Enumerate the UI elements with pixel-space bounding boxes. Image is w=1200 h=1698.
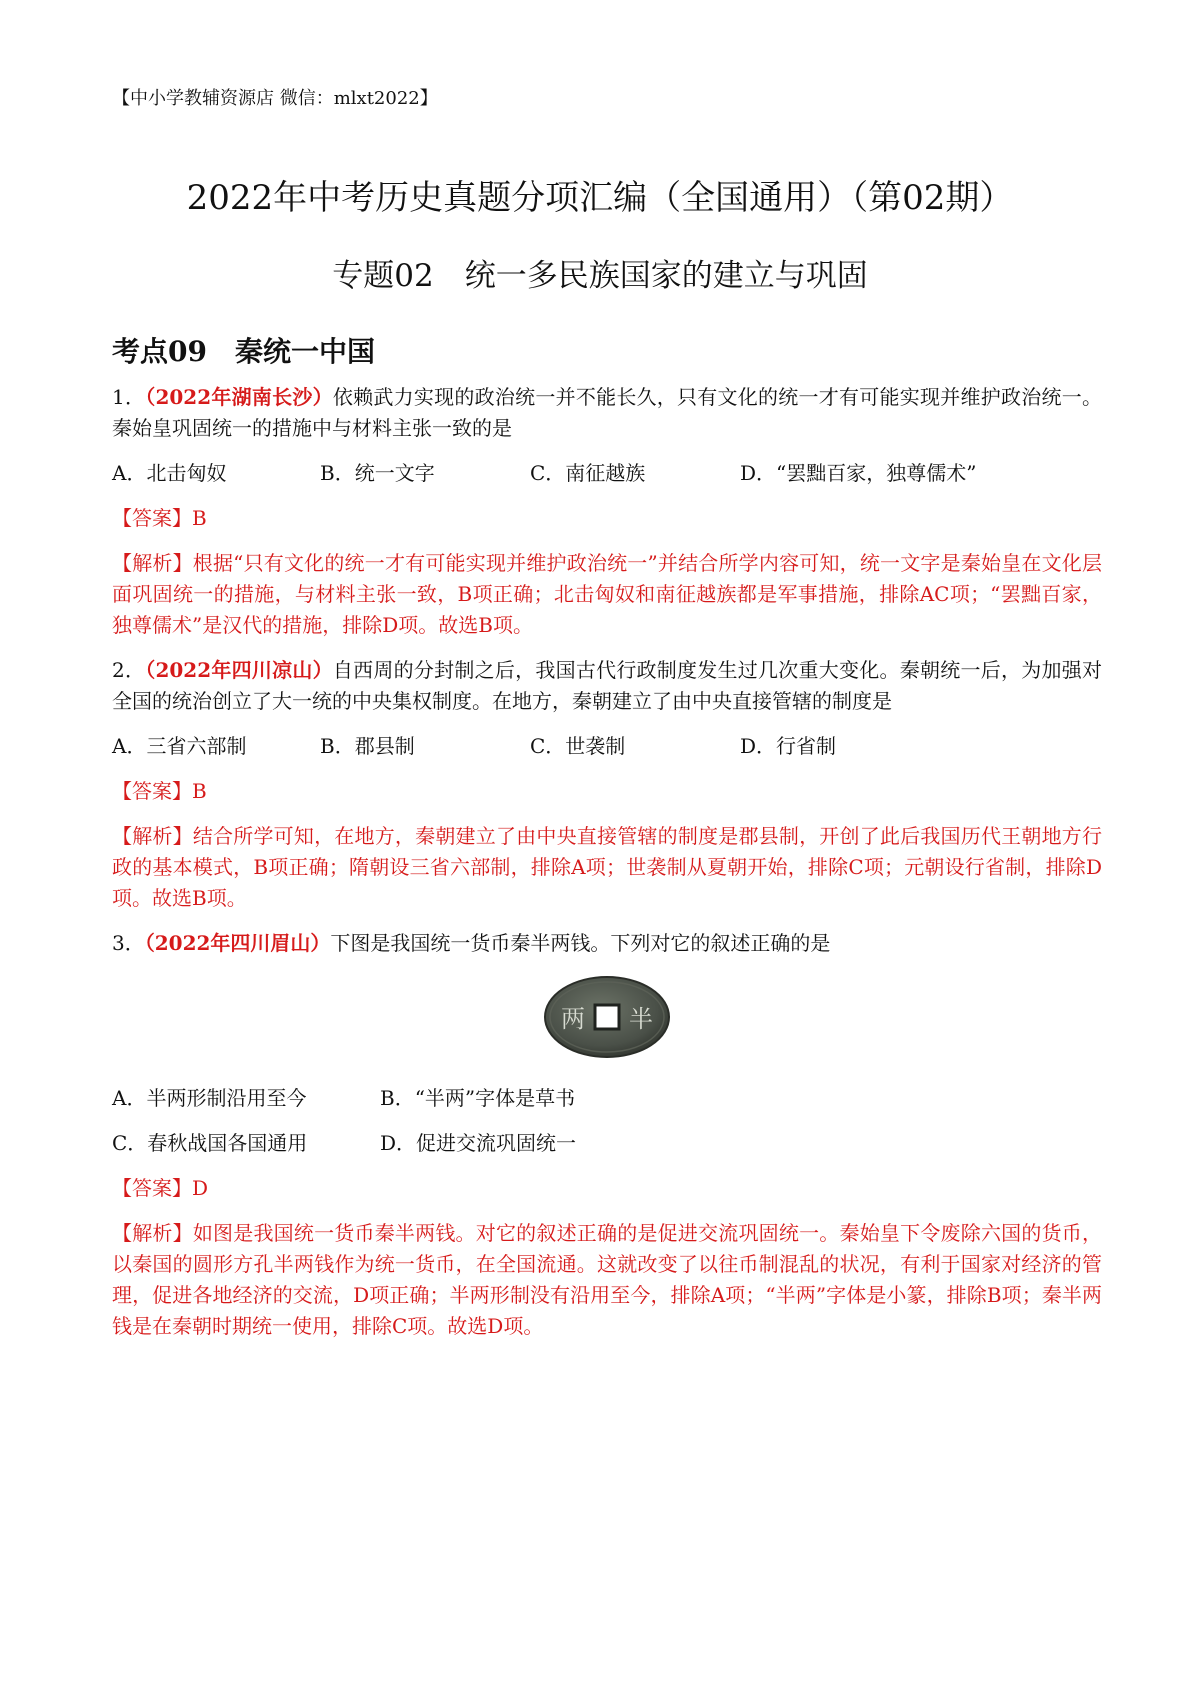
answer: 【答案】B <box>112 506 207 530</box>
answer: 【答案】D <box>112 1176 209 1200</box>
question-source: （2022年四川眉山） <box>144 931 331 955</box>
question-source: （2022年四川凉山） <box>145 658 333 682</box>
question-2-options <box>112 731 1102 762</box>
header-note: 【中小学教辅资源店 微信：mlxt2022】 <box>112 88 438 109</box>
coin-character-ban: 半 <box>629 1005 653 1033</box>
explanation: 【解析】结合所学可知，在地方，秦朝建立了由中央直接管辖的制度是郡县制，开创了此后我国历代王朝地方行政的基本模式，B项正确；隋朝设三省六部制，排除A项；世袭制从夏朝开始，排除C项；元朝设行省制，排除D项。故选B项。 <box>112 824 1102 910</box>
question-text: 依赖武力实现的政治统一并不能长久，只有文化的统一才有可能实现并维护政治统一。秦始皇巩固统一的措施中与材料主张一致的是 <box>112 385 1102 440</box>
answer: 【答案】B <box>112 779 207 803</box>
option-b: B．郡县制 <box>320 734 415 758</box>
question-3-stem <box>112 928 1102 959</box>
question-3-options-row-2 <box>112 1128 1102 1159</box>
option-c: C．南征越族 <box>530 461 646 485</box>
option-d: D．行省制 <box>740 734 837 758</box>
page-title: 2022年中考历史真题分项汇编（全国通用）（第02期） <box>186 178 1014 218</box>
question-3-options-row-1 <box>112 1083 1102 1114</box>
question-1-stem <box>112 382 1102 444</box>
coin-character-liang: 两 <box>561 1005 585 1033</box>
question-1-options <box>112 458 1102 489</box>
explanation: 【解析】如图是我国统一货币秦半两钱。对它的叙述正确的是促进交流巩固统一。秦始皇下令废除六国的货币，以秦国的圆形方孔半两钱作为统一货币，在全国流通。这就改变了以往币制混乱的状况，有利于国家对经济的管理，促进各地经济的交流，D项正确；半两形制没有沿用至今，排除A项；“半两”字体是小篆，排除B项；秦半两钱是在秦朝时期统一使用，排除C项。故选D项。 <box>112 1221 1102 1338</box>
question-number: 2． <box>112 658 146 682</box>
option-a: A．半两形制沿用至今 <box>112 1086 307 1110</box>
question-list <box>112 382 1102 1356</box>
coin-figure <box>112 973 1102 1061</box>
option-a: A．三省六部制 <box>112 734 247 758</box>
option-c: C．世袭制 <box>530 734 626 758</box>
option-b: B．统一文字 <box>320 461 435 485</box>
option-d: D．“罢黜百家，独尊儒术” <box>740 461 977 485</box>
option-a: A．北击匈奴 <box>112 461 227 485</box>
topic-title: 专题02 统一多民族国家的建立与巩固 <box>332 258 868 294</box>
option-b: B．“半两”字体是草书 <box>380 1086 576 1110</box>
question-number: 3． <box>112 931 145 955</box>
ban-liang-coin-image <box>542 973 672 1061</box>
question-source: （2022年湖南长沙） <box>145 385 333 409</box>
option-c: C．春秋战国各国通用 <box>112 1131 308 1155</box>
section-title: 考点09 秦统一中国 <box>112 335 375 368</box>
option-d: D．促进交流巩固统一 <box>380 1131 577 1155</box>
question-2-stem <box>112 655 1102 717</box>
question-text: 自西周的分封制之后，我国古代行政制度发生过几次重大变化。秦朝统一后，为加强对全国的统治创立了大一统的中央集权制度。在地方，秦朝建立了由中央直接管辖的制度是 <box>112 658 1102 713</box>
explanation: 【解析】根据“只有文化的统一才有可能实现并维护政治统一”并结合所学内容可知，统一文字是秦始皇在文化层面巩固统一的措施，与材料主张一致，B项正确；北击匈奴和南征越族都是军事措施，排除AC项；“罢黜百家，独尊儒术”是汉代的措施，排除D项。故选B项。 <box>112 551 1102 637</box>
question-number: 1． <box>112 385 146 409</box>
question-text: 下图是我国统一货币秦半两钱。下列对它的叙述正确的是 <box>330 931 831 955</box>
